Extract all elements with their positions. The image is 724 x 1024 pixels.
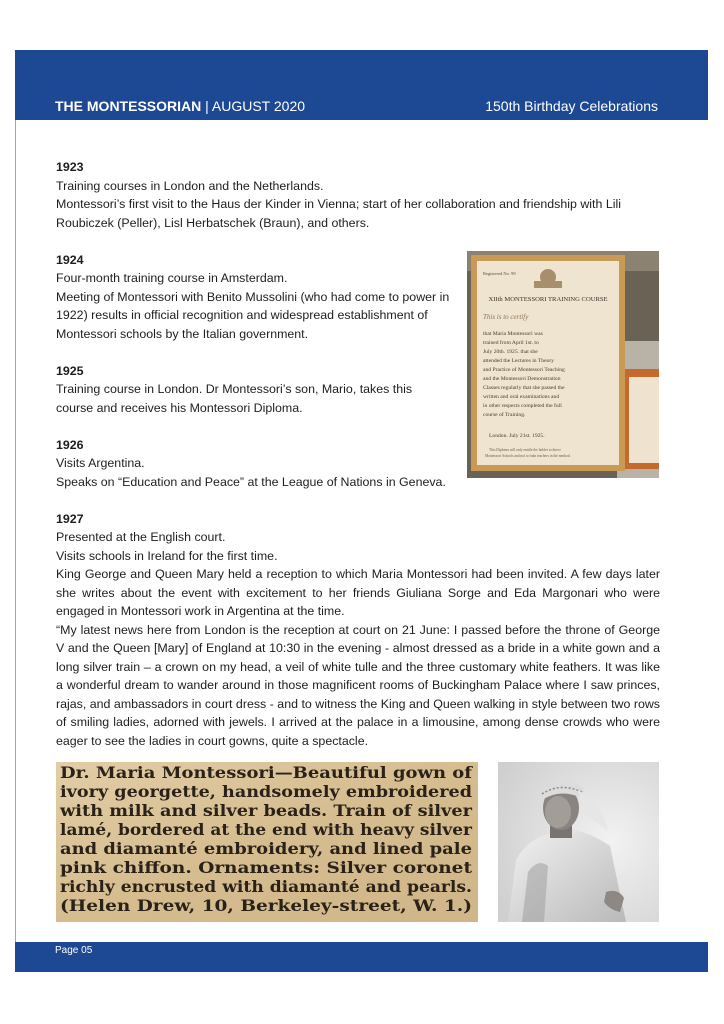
entry-line: Presented at the English court. [56, 530, 226, 544]
certificate-line: in other respects completed the full [483, 403, 562, 409]
masthead [55, 98, 305, 114]
entry-1923 [56, 158, 660, 232]
masthead-separator: | [201, 98, 212, 114]
entry-line: Training courses in London and the Netherlands. [56, 178, 324, 193]
entry-line: Speaks on “Education and Peace” at the League of Nations in Geneva. [56, 474, 446, 489]
publication-title: THE MONTESSORIAN [55, 98, 202, 114]
clipping-line: (Helen Drew, 10, Berkeley-street, W. 1.) [60, 896, 472, 915]
clipping-line: with milk and silver beads. Train of silver [58, 801, 473, 820]
certificate-line: Classes regularly that she passed the [483, 385, 565, 391]
section-title: 150th Birthday Celebrations [485, 98, 658, 114]
portrait-photo [498, 762, 659, 922]
entry-1925 [56, 362, 436, 418]
certificate-footnote: This Diploma will only entitle the holder to direct [489, 448, 561, 452]
year-heading: 1924 [56, 252, 84, 267]
entry-line: King George and Queen Mary held a reception to which Maria Montessori had been invited. A few days later she writes about the event with excitement to her friends Giuliana Sorge and Eda Margonari who were engaged in Montessori work in Argentina at the time. [56, 567, 660, 618]
clipping-line: Dr. Maria Montessori—Beautiful gown of [60, 763, 474, 782]
certificate-line: attended the Lectures in Theory [483, 358, 555, 364]
entry-line: Montessori’s first visit to the Haus der Kinder in Vienna; start of her collaboration and friendship with Lili Roubiczek (Peller), Lisl Herbatschek (Braun), and others. [56, 197, 621, 230]
certificate-heading: This is to certify [483, 313, 529, 321]
clipping-line: and diamanté embroidery, and lined pale [60, 839, 473, 858]
page-footer [15, 942, 708, 972]
entry-line: Visits Argentina. [56, 456, 145, 470]
newspaper-clipping [56, 762, 478, 922]
year-heading: 1925 [56, 363, 84, 378]
clipping-line: pink chiffon. Ornaments: Silver coronet [60, 858, 473, 877]
certificate-line: written and oral examinations and [483, 394, 560, 400]
entry-line: Visits schools in Ireland for the first time. [56, 548, 278, 563]
quote-paragraph: “My latest news here from London is the reception at court on 21 June: I passed before the throne of George V and the Queen [Mary] of England at 10:30 in the evening - almost dressed as a bride in a white gown and a long silver train – a crown on my head, a veil of white tulle and the three customary white feathers. It was like a wonderful dream to wander around in those magnificent rooms of Buckingham Palace where I saw princes, rajas, and ambassadors in court dress - and to witness the King and Queen walking in style between two rows of smiling ladies, adorned with jewels. I arrived at the palace in a limousine, among dense crowds who were eager to see the ladies in court gowns, quite a spectacle. [56, 622, 660, 748]
certificate-registration: Registered No. 99 [483, 271, 516, 276]
clipping-line: richly encrusted with diamanté and pearls. [60, 877, 472, 896]
clipping-line: ivory georgette, handsomely embroidered [60, 782, 473, 801]
certificate-date: London. July 21st. 1925. [489, 433, 545, 439]
entry-1926 [56, 436, 461, 492]
entry-line: Training course in London. Dr Montessori’s son, Mario, takes this course and receives his Montessori Diploma. [56, 382, 413, 415]
certificate-line: that Maria Montessori was [483, 331, 543, 337]
certificate-line: course of Training. [483, 412, 526, 418]
year-heading: 1926 [56, 437, 84, 452]
certificate-line: trained from April 1st. to [483, 340, 539, 346]
certificate-line: July 20th. 1925. that she [483, 349, 538, 355]
year-heading: 1927 [56, 511, 84, 526]
page-header [15, 50, 708, 120]
clipping-line: lamé, bordered at the end with heavy silver [60, 820, 473, 839]
entry-line: Meeting of Montessori with Benito Mussolini (who had come to power in 1922) results in official recognition and widespread establishment of Montessori schools by the Italian government. [56, 289, 450, 341]
certificate-line: and the Montessori Demonstration [483, 376, 561, 382]
certificate-photo [467, 251, 659, 478]
certificate-title: XIIth MONTESSORI TRAINING COURSE [488, 296, 608, 303]
entry-1927 [56, 510, 660, 751]
issue-date: AUGUST 2020 [211, 98, 306, 114]
entry-1924 [56, 251, 461, 344]
entry-line: Four-month training course in Amsterdam. [56, 271, 288, 285]
certificate-line: and Practice of Montessori Teaching [483, 367, 565, 373]
page-border [15, 120, 16, 942]
certificate-footnote: Montessori Schools and not to train teachers in the method. [485, 454, 571, 458]
page-number: Page 05 [55, 945, 93, 956]
year-heading: 1923 [56, 160, 84, 174]
